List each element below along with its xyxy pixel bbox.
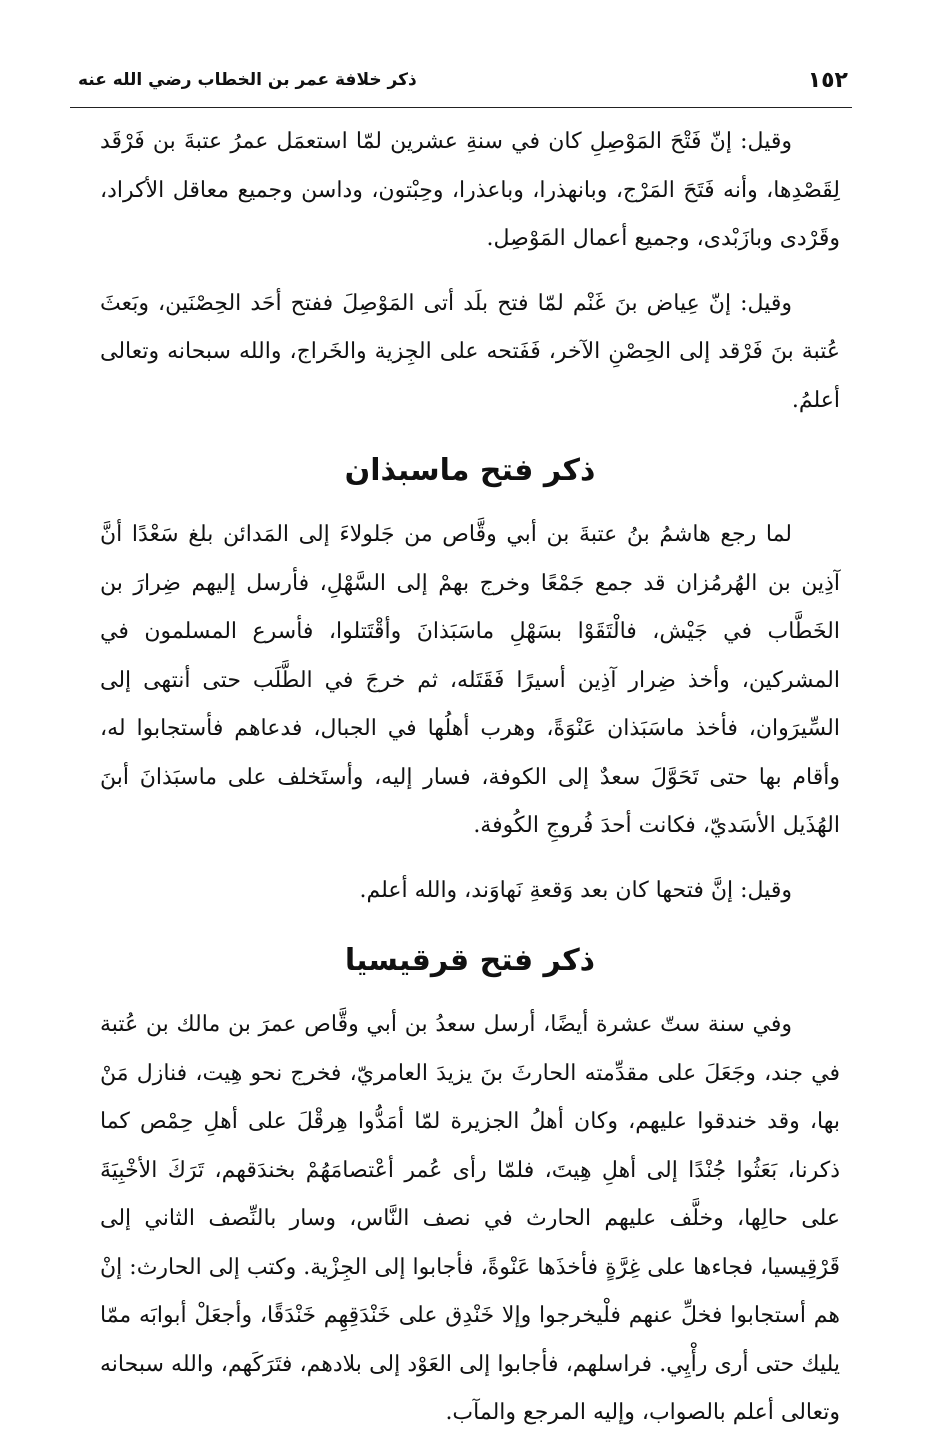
paragraph: وفي سنة ستّ عشرة أيضًا، أرسل سعدُ بن أبي وقَّاص عمرَ بن مالك بن عُتبة في جند، وجَعَلَ على مقدِّمته الحارثَ بنَ يزيدَ العامريّ، فخرج نحو هِيت، فنازل مَنْ بها، وقد خندقوا عليهم، وكان أهلُ الجزيرة لمّا أمَدُّوا هِرقْلَ على أهلِ حِمْص كما ذكرنا، بَعَثُوا جُنْدًا إلى أهلِ هِيتَ، فلمّا رأى عُمر أعْتصامَهُمْ بخندَقهم، تَرَكَ الأخْبِيَةَ على حالِها، وخلَّف عليهم الحارث في نصف النَّاس، وسار بالنِّصف الثاني إلى قَرْقِيسيا، فجاءها على غِرَّةٍ فأخذَها عَنْوةً، فأجابوا إلى الجِزْية. وكتب إلى الحارث: إنْ هم أستجابوا فخلِّ عنهم فلْيخرجوا وإلا خَنْدِق على خَنْدَقِهِم خَنْدَقًا، وأجعَلْ أبوابَه ممّا يليك حتى أرى رأْيِي. فراسلهم، فأجابوا إلى العَوْد إلى بلادهم، فتَرَكَهم، والله سبحانه وتعالى أعلم بالصواب، وإليه المرجع والمآب. — [100, 1012, 840, 1425]
paragraph: وقيل: إنّ عِياض بنَ غَنْم لمّا فتح بلَد أتى المَوْصِلَ ففتح أحَد الحِصْنَين، وبَعثَ عُتبة بنَ فَرْقد إلى الحِصْنِ الآخر، فَفَتحه على الجِزية والخَراج، والله سبحانه وتعالى أعلمُ. — [100, 290, 840, 413]
page-header — [78, 62, 848, 102]
paragraph: لما رجع هاشمُ بنُ عتبةَ بن أبي وقَّاص من جَلولاءَ إلى المَدائن بلغ سَعْدًا أنَّ آذِين بن الهُرمُزان قد جمع جَمْعًا وخرج بهمْ إلى السَّهْلِ، فأرسل إليهم ضِرارَ بن الخَطَّاب في جَيْش، فالْتَقَوْا بسَهْلِ ماسَبَذانَ وأقْتَتلوا، فأسرع المسلمون في المشركين، وأخذ ضِرار آذِين أسيرًا فَقَتَله، ثم خرجَ في الطَّلَب حتى أنتهى إلى السِّيرَوان، فأخذ ماسَبَذان عَنْوَةً، وهرب أهلُها في الجبال، فدعاهم فأستجابوا له، وأقام بها حتى تَحَوَّلَ سعدٌ إلى الكوفة، فسار إليه، وأستَخلف على ماسبَذانَ أبنَ الهُذَيل الأسَديّ، فكانت أحدَ فُروجِ الكُوفة. — [100, 522, 840, 838]
section-heading: ذكر فتح قرقيسيا — [344, 943, 596, 978]
page-number: ١٥٢ — [807, 68, 848, 93]
paragraph: وقيل: إنَّ فتحها كان بعد وَقعةِ نَهاوَند، والله أعلم. — [359, 877, 792, 903]
paragraph: وقيل: إنّ فَتْحَ المَوْصِلِ كان في سنةِ عشرين لمّا استعمَل عمرُ عتبةَ بن فَرْقَد لِقَصْدِها، وأنه فَتَحَ المَرْج، وبانهذرا، وباعذرا، وحِبْتون، وداسن وجميع معاقل الأكراد، وقَرْدى وبازَبْدى، وجميع أعمال المَوْصِل. — [100, 129, 840, 251]
section-heading: ذكر فتح ماسبذان — [344, 453, 596, 488]
header-rule — [70, 107, 852, 108]
running-title: ذكر خلافة عمر بن الخطاب رضي الله عنه — [78, 70, 417, 90]
page-body — [100, 118, 840, 1454]
